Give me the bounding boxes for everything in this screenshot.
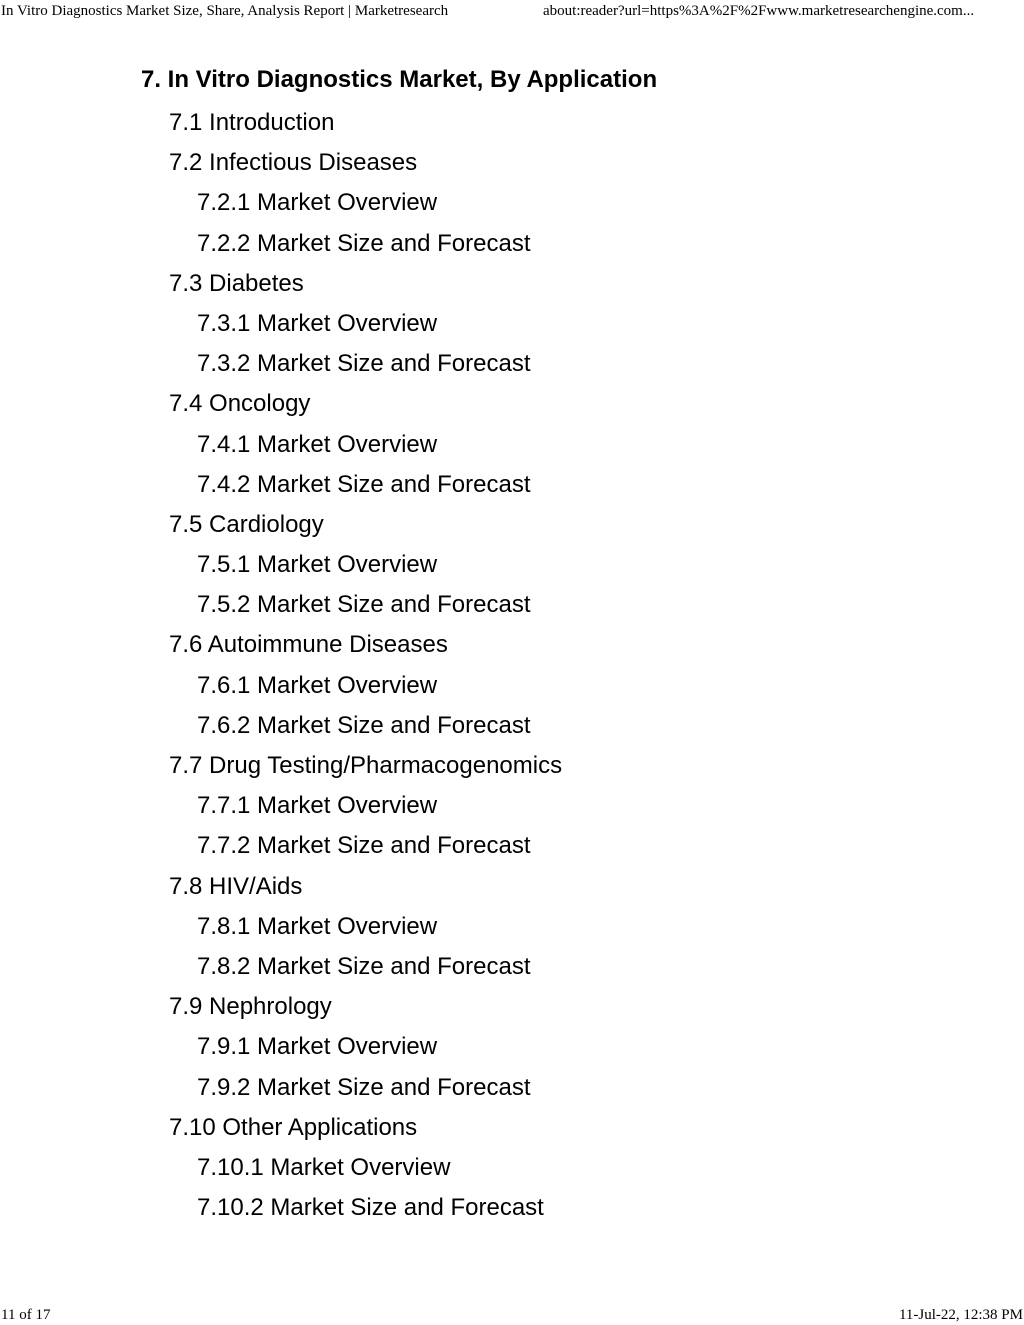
toc-subsubsection-item: 7.8.2 Market Size and Forecast: [197, 952, 531, 980]
toc-subsection-item: 7.10 Other Applications: [169, 1113, 418, 1141]
toc-subsubsection-item: 7.10.2 Market Size and Forecast: [197, 1194, 544, 1222]
page-url: about:reader?url=https%3A%2F%2Fwww.marketresearchengine.com...: [543, 3, 975, 19]
toc-subsubsection-item: 7.3.2 Market Size and Forecast: [197, 350, 531, 378]
toc-subsubsection-item: 7.7.1 Market Overview: [197, 792, 438, 820]
toc-subsubsection-item: 7.8.1 Market Overview: [197, 912, 438, 940]
toc-subsubsection-item: 7.4.2 Market Size and Forecast: [197, 470, 531, 498]
toc-subsubsection-item: 7.9.2 Market Size and Forecast: [197, 1073, 531, 1101]
toc-subsection-item: 7.2 Infectious Diseases: [169, 149, 418, 177]
section-heading: 7. In Vitro Diagnostics Market, By Application: [141, 66, 658, 93]
toc-subsection-item: 7.4 Oncology: [169, 390, 311, 418]
toc-subsubsection-item: 7.6.1 Market Overview: [197, 671, 438, 699]
page-title: In Vitro Diagnostics Market Size, Share, Analysis Report | Marketresearch: [1, 3, 449, 19]
toc-subsection-item: 7.7 Drug Testing/Pharmacogenomics: [169, 752, 563, 779]
toc-subsection-item: 7.6 Autoimmune Diseases: [169, 631, 448, 659]
toc-subsubsection-item: 7.2.1 Market Overview: [197, 189, 438, 217]
toc-subsubsection-item: 7.4.1 Market Overview: [197, 430, 438, 458]
toc-subsection-item: 7.8 HIV/Aids: [169, 872, 303, 900]
toc-subsubsection-item: 7.10.1 Market Overview: [197, 1153, 451, 1181]
print-header: [0, 0, 1024, 22]
toc-subsection-item: 7.5 Cardiology: [169, 510, 324, 538]
toc-subsubsection-item: 7.7.2 Market Size and Forecast: [197, 832, 531, 860]
toc-subsubsection-item: 7.2.2 Market Size and Forecast: [197, 229, 531, 257]
toc-subsubsection-item: 7.6.2 Market Size and Forecast: [197, 711, 531, 739]
toc-subsubsection-item: 7.5.2 Market Size and Forecast: [197, 591, 531, 619]
toc-subsubsection-item: 7.9.1 Market Overview: [197, 1033, 438, 1061]
toc-subsubsection-item: 7.5.1 Market Overview: [197, 551, 438, 579]
print-datetime: 11-Jul-22, 12:38 PM: [898, 1307, 1023, 1323]
toc-subsection-item: 7.3 Diabetes: [169, 269, 304, 297]
toc-subsection-item: 7.9 Nephrology: [169, 993, 332, 1021]
print-footer: [0, 1305, 1024, 1325]
toc-subsection-item: 7.1 Introduction: [169, 109, 335, 136]
reader-content: [141, 63, 657, 1228]
toc-list: [141, 103, 657, 1228]
page-number: 11 of 17: [1, 1307, 51, 1323]
toc-subsubsection-item: 7.3.1 Market Overview: [197, 309, 438, 337]
